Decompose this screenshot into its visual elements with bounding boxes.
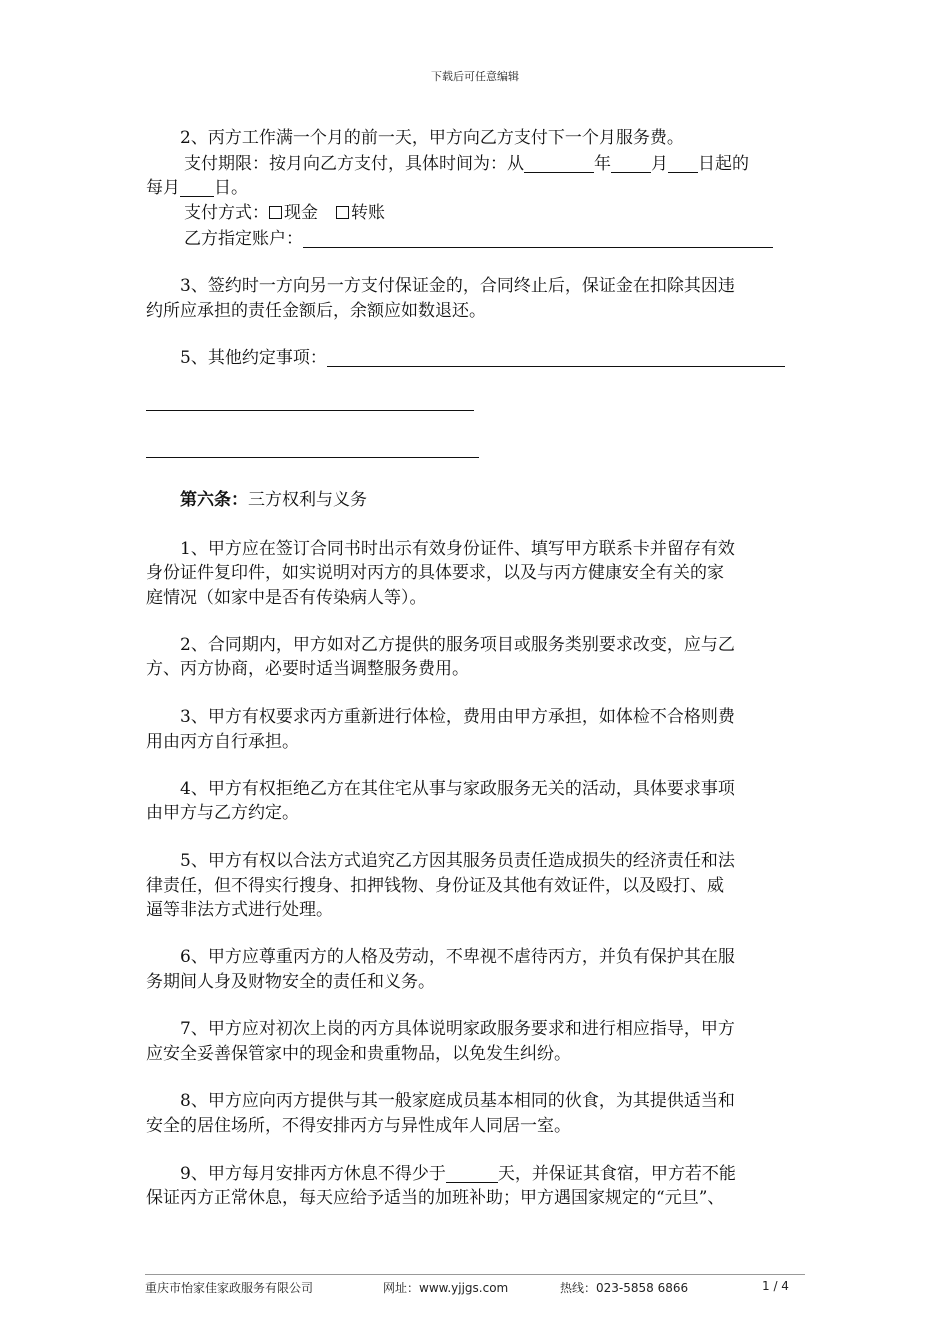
clause-6-line-2: 务期间人身及财物安全的责任和义务。 [146,972,435,992]
footer-hotline: 热线：023-5858 6866 [560,1281,689,1295]
clause-1-line-2: 身份证件复印件，如实说明对丙方的具体要求，以及与丙方健康安全有关的家 [146,563,724,583]
monthly-day-blank[interactable] [180,178,214,197]
blank-line-2[interactable] [146,457,479,458]
payment-item-2: 2、丙方工作满一个月的前一天，甲方向乙方支付下一个月服务费。 [180,128,684,148]
clause-5-line-2: 律责任，但不得实行搜身、扣押钱物、身份证及其他有效证件，以及殴打、威 [146,876,724,896]
article-6-title [180,488,367,512]
day-label: 日。 [214,178,248,198]
clause-8-line-2: 安全的居住场所，不得安排丙方与异性成年人同居一室。 [146,1116,571,1136]
clause-2-line-2: 方、丙方协商，必要时适当调整服务费用。 [146,659,469,679]
clause-2-line-1: 2、合同期内，甲方如对乙方提供的服务项目或服务类别要求改变，应与乙 [180,635,735,655]
article-6-number: 第六条： [180,490,248,510]
other-terms-blank[interactable] [327,348,785,367]
footer-website[interactable]: 网址：www.yjjgs.com [383,1281,509,1295]
other-terms-label: 5、其他约定事项： [180,348,327,368]
payment-period-prefix: 支付期限：按月向乙方支付，具体时间为：从 [184,154,524,174]
cash-checkbox[interactable] [269,206,282,219]
account-line [184,227,773,251]
payment-method-label: 支付方式： [184,203,269,223]
payment-period-line [184,152,749,176]
clause-1-line-1: 1、甲方应在签订合同书时出示有效身份证件、填写甲方联系卡并留存有效 [180,539,735,559]
other-terms-line [180,346,785,370]
day-start-blank[interactable] [668,154,698,173]
payment-monthly-line [146,176,248,200]
clause-7-line-2: 应安全妥善保管家中的现金和贵重物品，以免发生纠纷。 [146,1044,571,1064]
clause-5-line-3: 逼等非法方式进行处理。 [146,900,333,920]
clause-8-line-1: 8、甲方应向丙方提供与其一般家庭成员基本相同的伙食，为其提供适当和 [180,1091,735,1111]
year-label: 年 [594,154,611,174]
clause-3-line-2: 用由丙方自行承担。 [146,732,299,752]
monthly-label: 每月 [146,178,180,198]
transfer-label: 转账 [351,203,385,223]
clause-3-line-1: 3、甲方有权要求丙方重新进行体检，费用由甲方承担，如体检不合格则费 [180,707,735,727]
clause-1-line-3: 庭情况（如家中是否有传染病人等）。 [146,588,427,608]
clause-9-line-1 [180,1162,736,1186]
footer-company: 重庆市怡家佳家政服务有限公司 [145,1281,314,1295]
article-6-heading: 三方权利与义务 [248,490,367,510]
clause-9-prefix: 9、甲方每月安排丙方休息不得少于 [180,1164,446,1184]
rest-days-blank[interactable] [446,1164,498,1183]
month-blank[interactable] [611,154,651,173]
clause-4-line-2: 由甲方与乙方约定。 [146,803,299,823]
header-note: 下载后可任意编辑 [431,70,519,83]
blank-line-1[interactable] [146,410,474,411]
year-blank[interactable] [524,154,594,173]
clause-9-line-2: 保证丙方正常休息，每天应给予适当的加班补助；甲方遇国家规定的“元旦”、 [146,1188,725,1208]
clause-9-suffix: 天，并保证其食宿，甲方若不能 [497,1164,736,1184]
deposit-line-1: 3、签约时一方向另一方支付保证金的，合同终止后，保证金在扣除其因违 [180,276,735,296]
cash-label: 现金 [284,203,318,223]
clause-7-line-1: 7、甲方应对初次上岗的丙方具体说明家政服务要求和进行相应指导，甲方 [180,1019,735,1039]
deposit-line-2: 约所应承担的责任金额后，余额应如数退还。 [146,301,486,321]
transfer-checkbox[interactable] [336,206,349,219]
month-label: 月 [651,154,668,174]
clause-6-line-1: 6、甲方应尊重丙方的人格及劳动，不卑视不虐待丙方，并负有保护其在服 [180,947,735,967]
footer-divider [145,1274,805,1275]
account-blank[interactable] [303,229,773,248]
clause-4-line-1: 4、甲方有权拒绝乙方在其住宅从事与家政服务无关的活动，具体要求事项 [180,779,735,799]
payment-method-line [184,201,385,225]
day-start-label: 日起的 [698,154,749,174]
account-label: 乙方指定账户： [184,229,303,249]
clause-5-line-1: 5、甲方有权以合法方式追究乙方因其服务员责任造成损失的经济责任和法 [180,851,735,871]
footer-page-number: 1 / 4 [762,1279,789,1293]
